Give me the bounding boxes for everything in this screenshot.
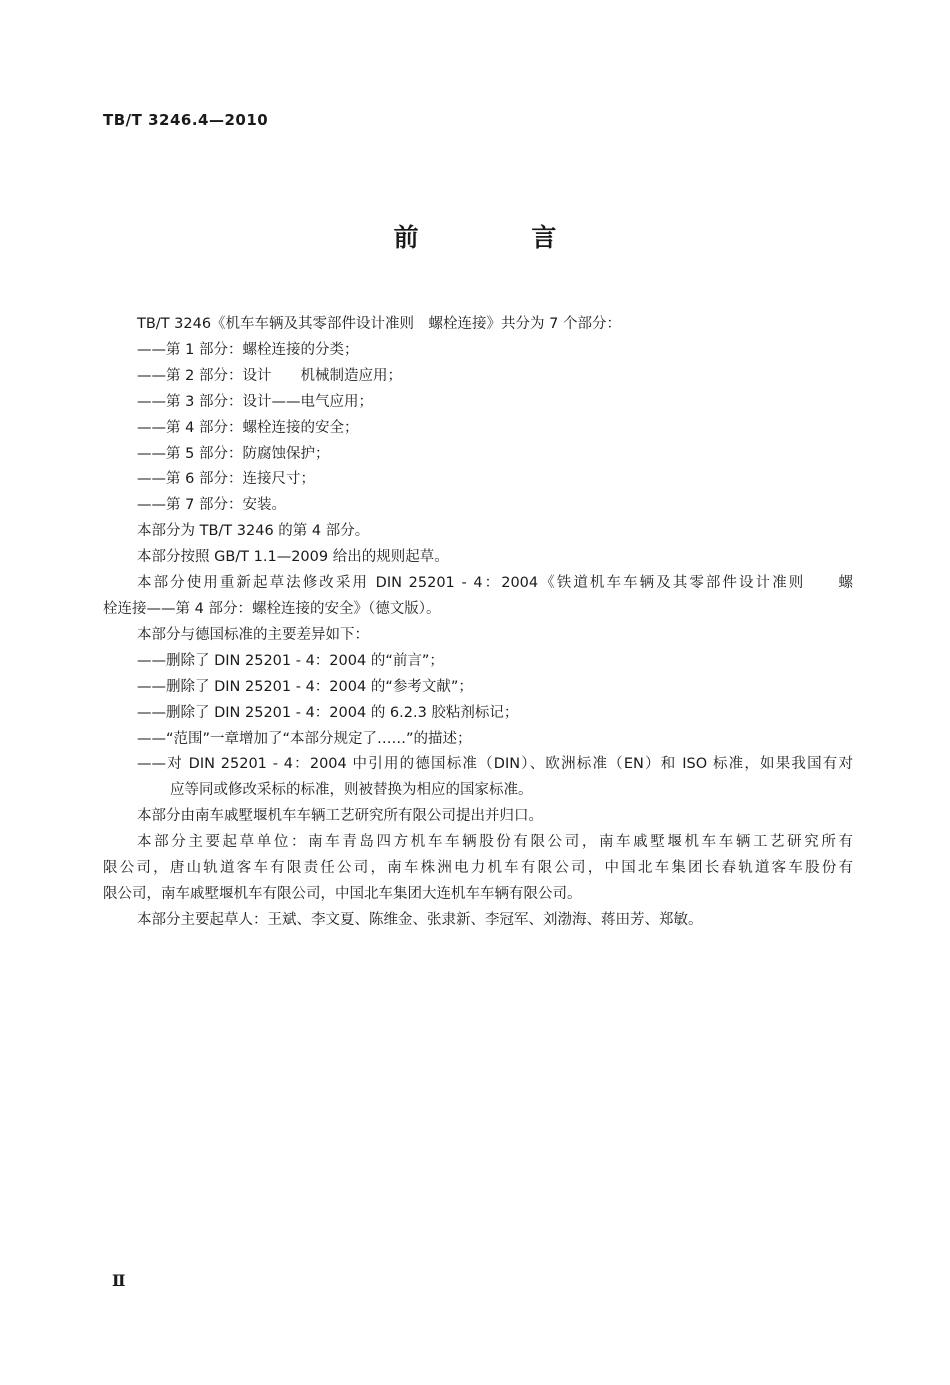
list-item: ——第 7 部分：安装。: [137, 497, 286, 514]
paragraph-line: 本部分为 TB/T 3246 的第 4 部分。: [137, 523, 370, 540]
paragraph-line: 栓连接——第 4 部分：螺栓连接的安全》（德文版）。: [103, 600, 441, 617]
list-item: ——第 4 部分：螺栓连接的安全；: [137, 419, 359, 436]
paragraph-line: 本部分按照 GB/T 1.1—2009 给出的规则起草。: [137, 549, 449, 566]
list-item: ——第 3 部分：设计——电气应用；: [137, 393, 373, 410]
list-item: ——第 5 部分：防腐蚀保护；: [137, 445, 330, 462]
list-item: ——删除了 DIN 25201 - 4：2004 的“前言”；: [137, 652, 444, 669]
foreword-body: [103, 312, 853, 934]
paragraph-line: 本部分主要起草单位：南车青岛四方机车车辆股份有限公司，南车戚墅堰机车车辆工艺研究所有: [137, 834, 853, 851]
list-item: ——第 6 部分：连接尺寸；: [137, 471, 315, 488]
list-item: ——删除了 DIN 25201 - 4：2004 的 6.2.3 胶粘剂标记；: [137, 704, 519, 721]
paragraph-line: 本部分主要起草人：王斌、李文夏、陈维金、张隶新、李冠军、刘渤海、蒋田芳、郑敏。: [137, 911, 703, 928]
document-code: TB/T 3246.4—2010: [103, 111, 269, 129]
paragraph-line: TB/T 3246《机车车辆及其零部件设计准则 螺栓连接》共分为 7 个部分：: [137, 316, 621, 332]
page-number: Ⅱ: [112, 1271, 126, 1290]
list-item-continuation: 应等同或修改采标的标准，则被替换为相应的国家标准。: [170, 782, 533, 799]
list-item: ——第 2 部分：设计 机械制造应用；: [137, 367, 402, 384]
list-item: ——对 DIN 25201 - 4：2004 中引用的德国标准（DIN）、欧洲标准（EN）和 ISO 标准，如果我国有对: [137, 756, 853, 773]
list-item: ——第 1 部分：螺栓连接的分类；: [137, 341, 359, 358]
list-item: ——“范围”一章增加了“本部分规定了……”的描述；: [137, 730, 472, 747]
paragraph-line: 本部分使用重新起草法修改采用 DIN 25201 - 4：2004《铁道机车车辆及其零部件设计准则 螺: [137, 575, 853, 592]
list-item: ——删除了 DIN 25201 - 4：2004 的“参考文献”；: [137, 678, 473, 695]
paragraph-line: 本部分由南车戚墅堰机车车辆工艺研究所有限公司提出并归口。: [137, 808, 543, 825]
page-title: 前 言: [393, 223, 609, 252]
paragraph-line: 限公司，南车戚墅堰机车有限公司，中国北车集团大连机车车辆有限公司。: [103, 885, 582, 902]
paragraph-line: 限公司，唐山轨道客车有限责任公司，南车株洲电力机车有限公司，中国北车集团长春轨道客车股份有: [103, 860, 853, 877]
paragraph-line: 本部分与德国标准的主要差异如下：: [137, 626, 369, 643]
